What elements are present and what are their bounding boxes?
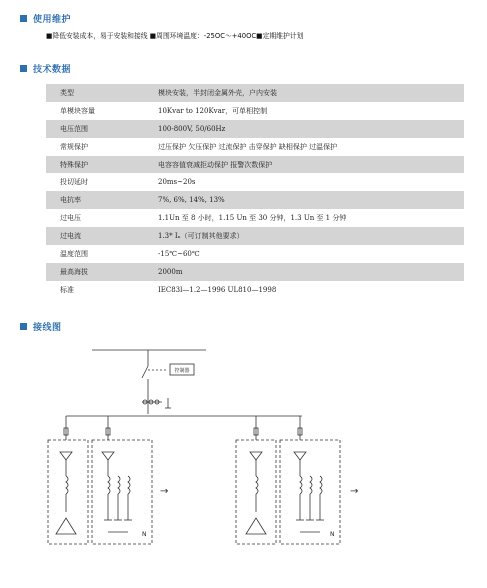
thyristor-icon (60, 452, 72, 460)
table-row (46, 173, 464, 191)
tech-section-header (20, 62, 71, 75)
table-row (46, 191, 464, 209)
row-value: IEC83l—1.2—1996 UL810—1998 (140, 281, 464, 299)
row-key: 电压范围 (46, 120, 140, 138)
row-value: 过压保护 欠压保护 过流保护 击穿保护 缺相保护 过温保护 (140, 138, 464, 156)
reactor-coil-icon (108, 476, 110, 494)
arrow-icon: → (350, 486, 359, 497)
row-key: 标准 (46, 281, 140, 299)
table-row (46, 138, 464, 156)
arrow-icon: → (160, 486, 169, 497)
row-value: 20ms~20s (140, 173, 464, 191)
row-value: 模块安装，半封闭金属外壳，户内安装 (140, 84, 464, 102)
row-value: 1.3* Iₙ（可订制其他要求） (140, 227, 464, 245)
thyristor-icon (250, 452, 262, 460)
row-key: 电抗率 (46, 191, 140, 209)
maintenance-text: ■降低安装成本，易于安装和接线 ■周围环境温度：-25OC～+40OC■定期维护计划 (46, 32, 304, 40)
row-value: 1.1Un 至 8 小时，1.15 Un 至 30 分钟，1.3 Un 至 1 分钟 (140, 209, 464, 227)
row-value: 2000m (140, 263, 464, 281)
row-value: 7%, 6%, 14%, 13% (140, 191, 464, 209)
row-key: 常规保护 (46, 138, 140, 156)
row-key: 类型 (46, 84, 140, 102)
controller-label: 控制器 (174, 368, 190, 374)
reactor-coil-icon (310, 476, 312, 494)
tech-data-table (46, 84, 464, 299)
row-key: 投切延时 (46, 173, 140, 191)
wiring-section-header (20, 320, 62, 333)
reactor-coil-icon (320, 476, 322, 494)
module-box-4 (280, 440, 340, 544)
row-key: 特殊保护 (46, 156, 140, 174)
maintenance-title: 使用维护 (33, 15, 72, 25)
section-bullet-icon (20, 323, 27, 330)
row-value: 100-800V, 50/60Hz (140, 120, 464, 138)
neutral-label: N (142, 531, 147, 538)
neutral-label: N (330, 531, 335, 538)
table-row (46, 227, 464, 245)
row-key: 单模块容量 (46, 102, 140, 120)
row-key: 过电压 (46, 209, 140, 227)
table-row (46, 156, 464, 174)
reactor-coil-icon (118, 476, 120, 494)
table-row (46, 120, 464, 138)
reactor-coil-icon (128, 476, 130, 494)
wiring-diagram (0, 336, 487, 566)
main-switch-icon (142, 366, 148, 378)
row-value: 电容容值衰减拒动保护 报警次数保护 (140, 156, 464, 174)
row-key: 最高海拔 (46, 263, 140, 281)
table-row (46, 263, 464, 281)
table-row (46, 102, 464, 120)
table-row (46, 281, 464, 299)
row-value: 10Kvar to 120Kvar，可单相控制 (140, 102, 464, 120)
table-row (46, 245, 464, 263)
reactor-coil-icon (66, 476, 68, 494)
delta-capacitor-icon (56, 518, 76, 534)
module-box-2 (92, 440, 152, 544)
reactor-coil-icon (256, 476, 258, 494)
row-key: 过电流 (46, 227, 140, 245)
section-bullet-icon (20, 15, 27, 22)
delta-capacitor-icon (246, 518, 266, 534)
table-row (46, 209, 464, 227)
table-row (46, 84, 464, 102)
section-bullet-icon (20, 65, 27, 72)
maintenance-section-header (20, 12, 71, 25)
row-value: -15℃~60℃ (140, 245, 464, 263)
wiring-title: 接线图 (33, 323, 62, 333)
thyristor-icon (294, 452, 306, 460)
reactor-coil-icon (300, 476, 302, 494)
thyristor-icon (102, 452, 114, 460)
row-key: 温度范围 (46, 245, 140, 263)
module-box-3 (236, 440, 276, 544)
tech-title: 技术数据 (33, 65, 72, 75)
